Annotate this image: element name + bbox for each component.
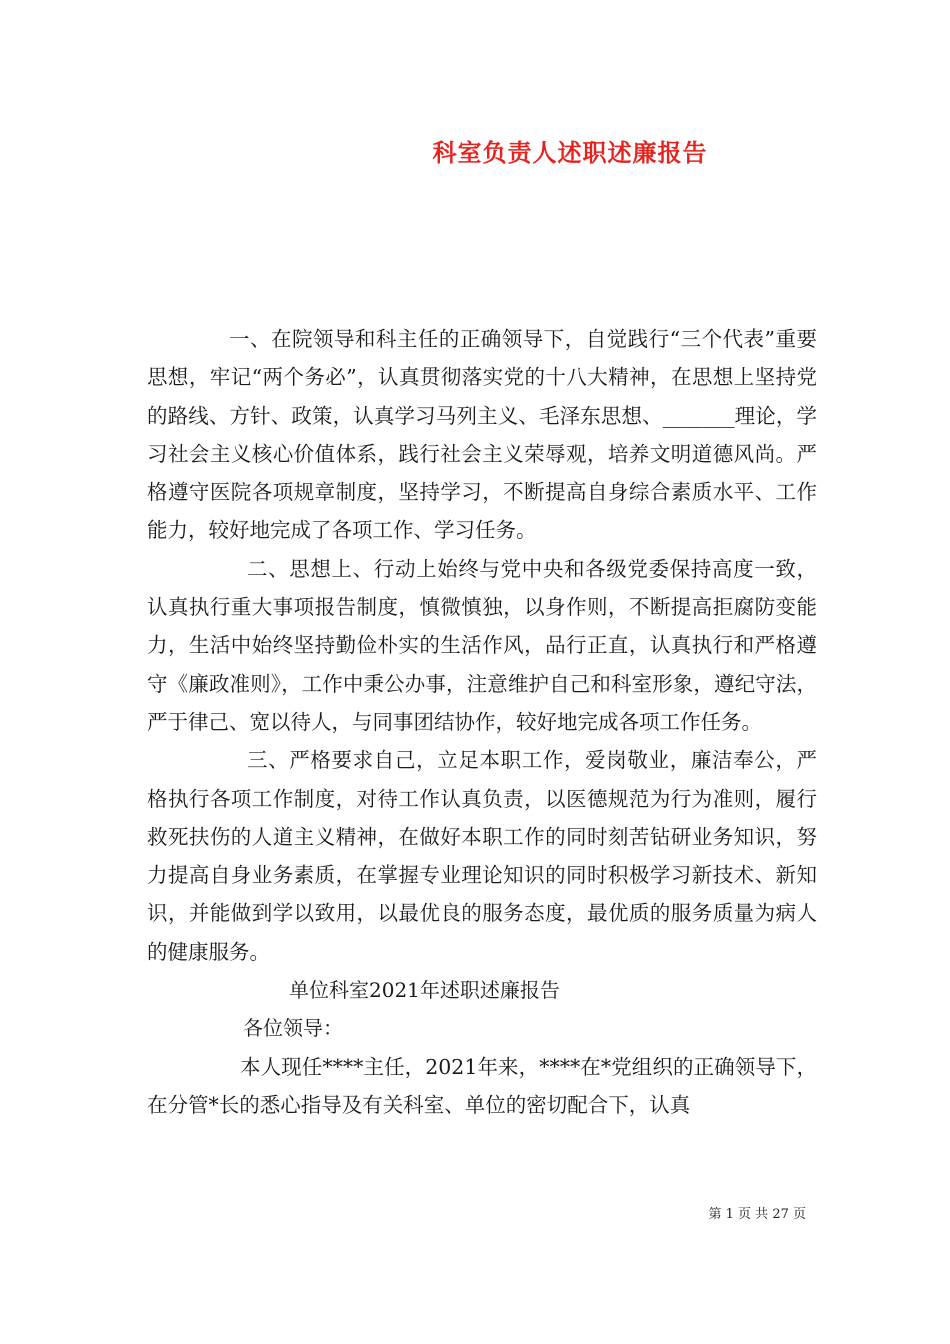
paragraph-three: 三、严格要求自己，立足本职工作，爱岗敬业，廉洁奉公，严格执行各项工作制度，对待工作认真负责，以医德规范为行为准则，履行救死扶伤的人道主义精神，在做好本职工作的同时刻苦钻研业务知识，努力提高自身业务素质，在掌握专业理论知识的同时积极学习新技术、新知识，并能做到学以致用，以最优良的服务态度，最优质的服务质量为病人的健康服务。 (147, 748, 817, 964)
salutation: 各位领导： (243, 1016, 343, 1041)
intro-paragraph: 本人现任****主任，2021年来，****在*党组织的正确领导下，在分管*长的悉心指导及有关科室、单位的密切配合下，认真 (147, 1054, 817, 1117)
paragraph-two: 二、思想上、行动上始终与党中央和各级党委保持高度一致，认真执行重大事项报告制度，慎微慎独，以身作则，不断提高拒腐防变能力，生活中始终坚持勤俭朴实的生活作风，品行正直，认真执行和严格遵守《廉政准则》，工作中秉公办事，注意维护自己和科室形象，遵纪守法，严于律己、宽以待人，与同事团结协作，较好地完成各项工作任务。 (147, 556, 817, 734)
document-body (147, 320, 817, 1124)
document-title: 科室负责人述职述廉报告 (432, 138, 708, 167)
page-number-footer: 第 1 页 共 27 页 (708, 1207, 806, 1222)
paragraph-one: 一、在院领导和科主任的正确领导下，自觉践行“三个代表”重要思想，牢记“两个务必”，认真贯彻落实党的十八大精神，在思想上坚持党的路线、方针、政策，认真学习马列主义、毛泽东思想、_______理论，学习社会主义核心价值体系，践行社会主义荣辱观，培养文明道德风尚。严格遵守医院各项规章制度，坚持学习，不断提高自身综合素质水平、工作能力，较好地完成了各项工作、学习任务。 (147, 327, 817, 543)
second-report-heading: 单位科室2021年述职述廉报告 (289, 978, 560, 1003)
